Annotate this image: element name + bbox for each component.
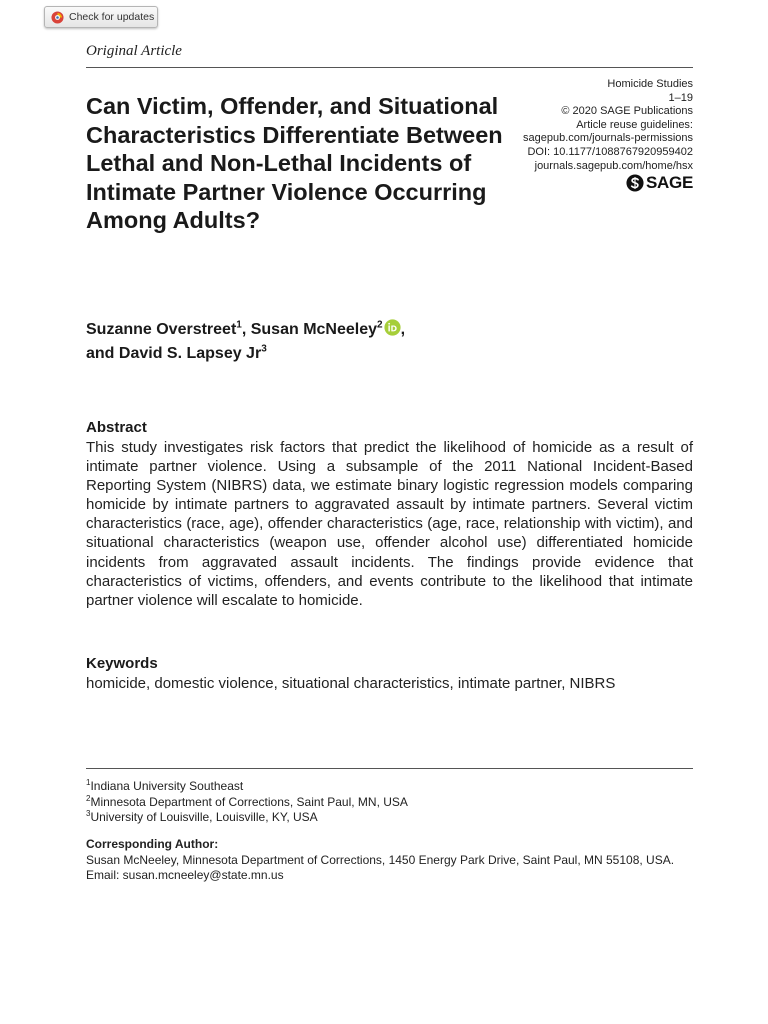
- author-conjunction: and: [86, 345, 119, 362]
- corresponding-label: Corresponding Author:: [86, 837, 219, 851]
- author-list: [86, 318, 536, 366]
- keywords-text: homicide, domestic violence, situational characteristics, intimate partner, NIBRS: [86, 675, 616, 692]
- reuse-link[interactable]: sagepub.com/journals-permissions: [523, 132, 693, 145]
- sage-wordmark: SAGE: [646, 173, 693, 192]
- affiliation-item: [86, 795, 408, 811]
- sage-emblem-icon: [626, 174, 644, 192]
- check-updates-icon: [51, 11, 64, 24]
- reuse-label: Article reuse guidelines:: [576, 118, 693, 131]
- corresponding-address: Susan McNeeley, Minnesota Department of Corrections, 1450 Energy Park Drive, Saint Paul, MN 55108, USA.: [86, 852, 675, 867]
- affiliation-number: 3: [86, 809, 91, 819]
- affiliation-number: 2: [86, 793, 91, 803]
- affiliation-marker: 1: [236, 319, 242, 331]
- journal-name: Homicide Studies: [607, 78, 693, 90]
- check-for-updates-button[interactable]: [44, 6, 158, 28]
- doi[interactable]: DOI: 10.1177/1088767920959402: [527, 145, 693, 158]
- affiliation-text: Indiana University Southeast: [90, 779, 244, 793]
- journal-home-link[interactable]: journals.sagepub.com/home/hsx: [534, 159, 693, 172]
- journal-meta: [523, 78, 693, 173]
- copyright: © 2020 SAGE Publications: [561, 105, 693, 118]
- orcid-icon[interactable]: [384, 319, 401, 336]
- check-for-updates-label: Check for updates: [69, 11, 155, 23]
- affiliation-text: University of Louisville, Louisville, KY, USA: [90, 810, 318, 825]
- author-name: David S. Lapsey Jr: [118, 345, 262, 362]
- corresponding-email[interactable]: Email: susan.mcneeley@state.mn.us: [86, 868, 284, 883]
- article-title: Can Victim, Offender, and Situational Characteristics Differentiate Between Lethal and Non-Lethal Incidents of Intimate Partner Violence Occurring Among Adults?: [86, 93, 503, 234]
- affiliation-number: 1: [86, 778, 91, 787]
- author-name: Suzanne Overstreet: [86, 321, 237, 338]
- abstract-heading: Abstract: [86, 419, 147, 436]
- affiliation-marker: 2: [377, 319, 383, 331]
- author-separator: ,: [241, 321, 251, 338]
- article-type: Original Article: [86, 43, 182, 59]
- affiliation-item: [86, 810, 408, 826]
- corresponding-author: [86, 837, 693, 884]
- footnote-rule: [86, 768, 693, 769]
- author-separator: ,: [400, 321, 406, 338]
- affiliation-item: [86, 779, 408, 795]
- header-rule: [86, 67, 693, 68]
- affiliation-text: Minnesota Department of Corrections, Saint Paul, MN, USA: [90, 794, 408, 809]
- keywords-heading: Keywords: [86, 655, 158, 672]
- affiliation-marker: 3: [261, 343, 267, 355]
- abstract-text: This study investigates risk factors that predict the likelihood of homicide as a result of intimate partner violence. Using a subsample of the 2011 National Incident-Based Reporting System (NIBRS) data, we estimate binary logistic regression models comparing homicide by intimate partners to aggravated assault by intimate partners. Several victim characteristics (race, age), offender characteristics (age, race, relationship with victim), and situational characteristics (weapon use, offender alcohol use) differentiated homicide incidents from aggravated assault incidents. The findings provide evidence that characteristics of victims, offenders, and events contribute to the likelihood that intimate partner violence will escalate to homicide.: [86, 439, 693, 609]
- author-name: Susan McNeeley: [250, 321, 378, 338]
- sage-logo: [626, 173, 693, 193]
- affiliations: [86, 779, 408, 826]
- page-range: 1–19: [668, 91, 693, 104]
